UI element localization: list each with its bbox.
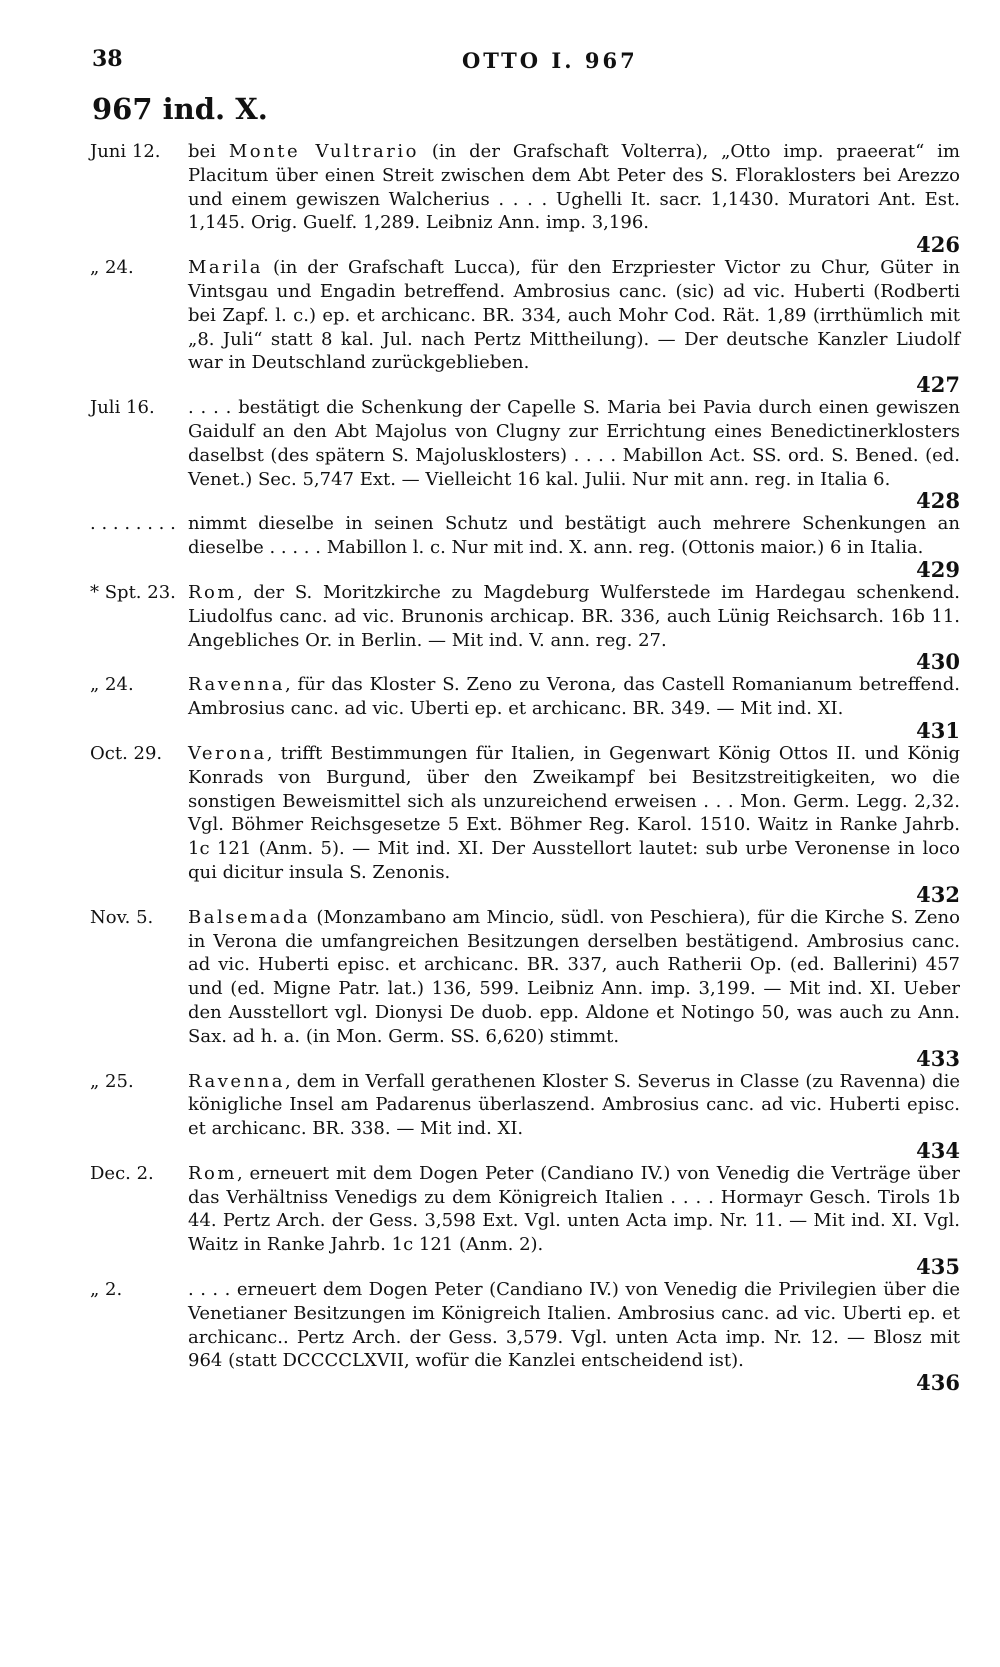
entry-text [188,673,962,742]
entry-body: (Monzambano am Mincio, südl. von Peschiera), für die Kirche S. Zeno in Verona die umfangreichen Besitzungen derselben bestätigend. Ambrosius canc. ad vic. Huberti episc. et archicanc. BR. 337, auch Ratherii Op. (ed. Ballerini) 457 und (ed. Migne Patr. lat.) 136, 599. Leibniz Ann. imp. 3,199. — Mit ind. XI. Ueber den Ausstellort vgl. Dionysi De duob. epp. Aldone et Notingo 50, was auch zu Ann. Sax. ad h. a. (in Mon. Germ. SS. 6,620) stimmt. [188,906,960,1047]
entry-place: Monte Vultrario [228,141,419,162]
entry-text [188,1278,962,1394]
regesta-entry [90,1162,962,1278]
entry-lead: . . . . [188,397,239,419]
entry-text [188,512,962,581]
regesta-entry [90,1070,962,1162]
entry-text [188,396,962,512]
entry-place: Rom [188,581,237,603]
regesta-number: 435 [916,1254,960,1280]
entry-date: „ 2. [90,1279,123,1301]
entry-place: Rom [188,1162,237,1184]
entry-place: Ravenna [188,1070,285,1092]
entry-text [188,906,962,1070]
regesta-number: 436 [916,1370,960,1396]
entry-body: , erneuert mit dem Dogen Peter (Candiano IV.) von Venedig die Verträge über das Verhältniss Venedigs zu dem Königreich Italien . . . . Hormayr Gesch. Tirols 1b 44. Pertz Arch. der Gess. 3,598 Ext. Vgl. unten Acta imp. Nr. 11. — Mit ind. XI. Vgl. Waitz in Ranke Jahrb. 1c 121 (Anm. 2). [188,1162,960,1256]
entry-body: (in der Grafschaft Volterra), „Otto imp. praeerat“ im Placitum über einen Streit zwischen dem Abt Peter des S. Floraklosters bei Arezzo und einem gewiszen Walcherius . . . . Ughelli It. sacr. 1,1430. Muratori Ant. Est. 1,145. Orig. Guelf. 1,289. Leibniz Ann. imp. 3,196. [188,141,960,234]
entry-text [188,256,962,396]
entry-text [188,742,962,906]
entry-date: * Spt. 23. [90,581,176,603]
entry-body: bestätigt die Schenkung der Capelle S. Maria bei Pavia durch einen gewiszen Gaidulf an den Abt Majolus von Clugny zur Errichtung eines Benedictinerklosters daselbst (des spätern S. Majolusklosters) . . . . Mabillon Act. SS. ord. S. Bened. (ed. Venet.) Sec. 5,747 Ext. — Vielleicht 16 kal. Julii. Nur mit ann. reg. in Italia 6. [188,397,961,490]
entry-place: Marila [188,257,264,279]
regesta-entry [90,256,962,396]
regesta-number: 432 [916,881,960,907]
entry-place: Balsemada [188,906,311,928]
regesta-entry [90,742,962,906]
page-number: 38 [92,46,123,72]
entry-date: Dec. 2. [90,1162,154,1184]
regesta-entry [90,396,962,512]
entry-text [188,581,962,673]
entry-body: nimmt dieselbe in seinen Schutz und bestätigt auch mehrere Schenkungen an dieselbe . . . . . Mabillon l. c. Nur mit ind. X. ann. reg. (Ottonis maior.) 6 in Italia. [188,513,960,559]
entry-date: „ 24. [90,674,134,696]
regesta-number: 426 [916,232,960,258]
regesta-entry [90,673,962,742]
entry-body: , der S. Moritzkirche zu Magdeburg Wulferstede im Hardegau schenkend. Liudolfus canc. ad vic. Brunonis archicap. BR. 336, auch Lünig Reichsarch. 16b 11. Angebliches Or. in Berlin. — Mit ind. V. ann. reg. 27. [188,581,960,651]
regesta-entry [90,512,962,581]
entry-body: erneuert dem Dogen Peter (Candiano IV.) von Venedig die Privilegien über die Venetianer Besitzungen im Königreich Italien. Ambrosius canc. ad vic. Uberti ep. et archicanc.. Pertz Arch. der Gess. 3,579. Vgl. unten Acta imp. Nr. 12. — Blosz mit 964 (statt DCCCCLXVII, wofür die Kanzlei entscheidend ist). [188,1279,960,1372]
regesta-number: 433 [916,1045,960,1071]
regesta-number: 428 [916,488,960,514]
entry-date: Nov. 5. [90,906,154,928]
entry-date: „ 25. [90,1070,134,1092]
entry-body: , dem in Verfall gerathenen Kloster S. Severus in Classe (zu Ravenna) die königliche Insel am Padarenus überlaszend. Ambrosius canc. ad vic. Huberti episc. et archicanc. BR. 338. — Mit ind. XI. [188,1070,960,1140]
regesta-entry [90,581,962,673]
entry-date: Juli 16. [90,397,155,419]
entry-body: , für das Kloster S. Zeno zu Verona, das Castell Romanianum betreffend. Ambrosius canc. ad vic. Uberti ep. et archicanc. BR. 349. — Mit ind. XI. [188,674,960,720]
entry-date: Juni 12. [90,141,161,162]
running-title: OTTO I. 967 [462,48,638,73]
entry-date: . . . . . . . . [90,513,176,535]
entry-body: , trifft Bestimmungen für Italien, in Gegenwart König Ottos II. und König Konrads von Burgund, über den Zweikampf bei Besitzstreitigkeiten, wo die sonstigen Beweismittel sich als unzureichend erweisen . . . Mon. Germ. Legg. 2,32. Vgl. Böhmer Reichsgesetze 5 Ext. Böhmer Reg. Karol. 1510. Waitz in Ranke Jahrb. 1c 121 (Anm. 5). — Mit ind. XI. Der Ausstellort lautet: sub urbe Veronense in loco qui dicitur insula S. Zenonis. [188,742,960,883]
entry-place: Verona [188,742,267,764]
entry-text [188,140,962,256]
regesta-entry [90,906,962,1070]
entry-date: Oct. 29. [90,742,163,764]
entry-date: „ 24. [90,257,134,279]
entry-place: Ravenna [188,674,285,696]
page-header [92,46,938,82]
regesta-entry [90,140,962,256]
regesta-number: 431 [916,717,960,743]
entry-lead: . . . . [188,1279,237,1301]
year-heading: 967 ind. X. [92,92,268,126]
regesta-number: 430 [916,649,960,675]
regesta-number: 427 [916,372,960,398]
regesta-entries [90,140,962,1394]
entry-text [188,1162,962,1278]
regesta-number: 429 [916,556,960,582]
regesta-entry [90,1278,962,1394]
entry-body: (in der Grafschaft Lucca), für den Erzpriester Victor zu Chur, Güter in Vintsgau und Engadin betreffend. Ambrosius canc. (sic) ad vic. Huberti (Rodberti bei Zapf. l. c.) ep. et archicanc. BR. 334, auch Mohr Cod. Rät. 1,89 (irrthümlich mit „8. Juli“ statt 8 kal. Jul. nach Pertz Mittheilung). — Der deutsche Kanzler Liudolf war in Deutschland zurückgeblieben. [188,257,960,374]
entry-lead: bei [188,141,229,162]
regesta-number: 434 [916,1137,960,1163]
entry-text [188,1070,962,1162]
